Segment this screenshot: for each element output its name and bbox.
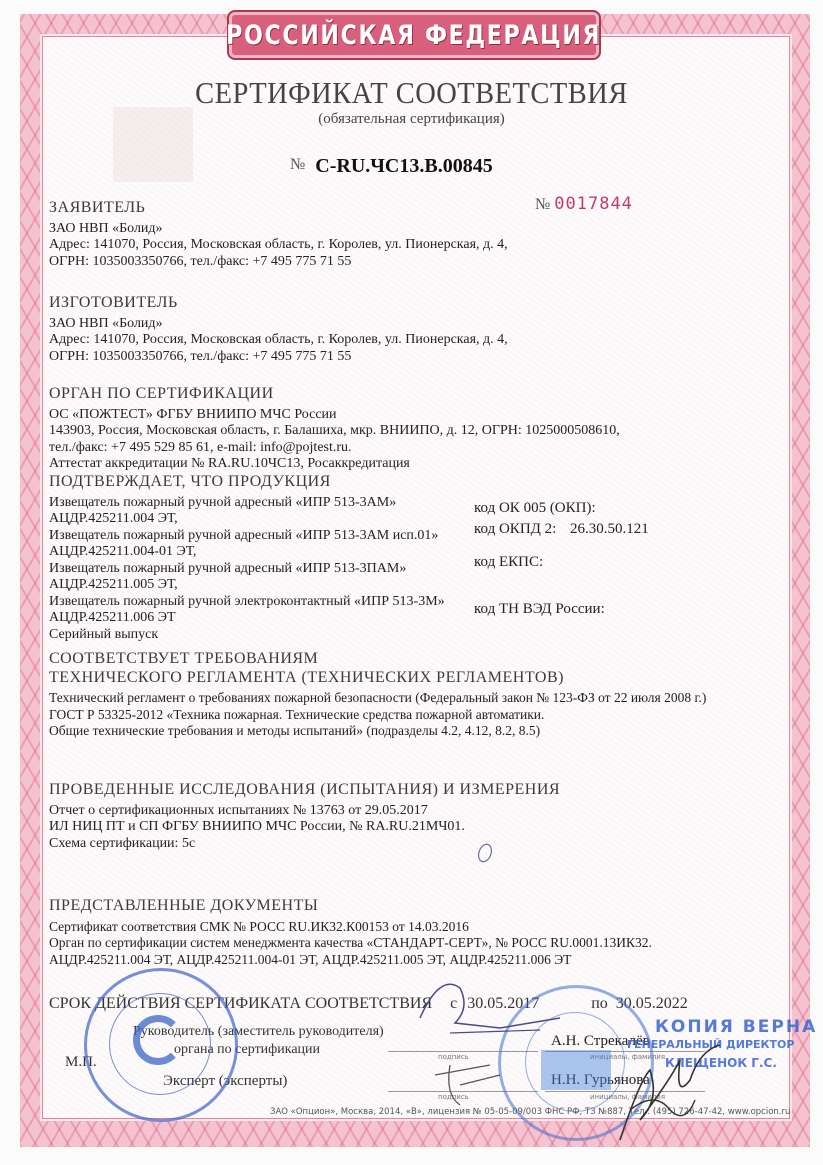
requirement-line: Общие технические требования и методы испытаний» (подразделы 4.2, 4.12, 8.2, 8.5) <box>49 723 541 738</box>
document-line: Орган по сертификации систем менеджмента качества «СТАНДАРТ-СЕРТ», № РОСС RU.0001.13ИК32. <box>49 935 652 950</box>
section-heading: СООТВЕТСТВУЕТ ТРЕБОВАНИЯМ <box>49 650 319 667</box>
okpd2-value: 26.30.50.121 <box>570 521 649 537</box>
certificate-number-value: C-RU.ЧС13.В.00845 <box>315 155 493 177</box>
validity-label: СРОК ДЕЙСТВИЯ СЕРТИФИКАТА СООТВЕТСТВИЯ <box>49 995 433 1012</box>
applicant-contacts: ОГРН: 1035003350766, тел./факс: +7 495 775 71 55 <box>49 253 352 269</box>
section-heading: ЗАЯВИТЕЛЬ <box>49 199 146 216</box>
manufacturer-contacts: ОГРН: 1035003350766, тел./факс: +7 495 775 71 55 <box>49 348 352 364</box>
expert-name: Н.Н. Гурьянова <box>551 1072 650 1088</box>
product-line: Извещатель пожарный ручной электроконтактный «ИПР 513-3М» <box>49 593 445 609</box>
body-accreditation: Аттестат аккредитации № RA.RU.10ЧС13, Росаккредитация <box>49 456 410 471</box>
section-heading: ОРГАН ПО СЕРТИФИКАЦИИ <box>49 385 274 402</box>
expert-signature-icon <box>430 1055 510 1110</box>
body-name: ОС «ПОЖТЕСТ» ФГБУ ВНИИПО МЧС России <box>49 406 337 422</box>
ekps-code-label: код ЕКПС: <box>474 554 544 570</box>
product-line: АЦДР.425211.006 ЭТ <box>49 610 176 625</box>
document-line: АЦДР.425211.004 ЭТ, АЦДР.425211.004-01 ЭТ, АЦДР.425211.005 ЭТ, АЦДР.425211.006 ЭТ <box>49 951 572 967</box>
applicant-address: Адрес: 141070, Россия, Московская область, г. Королев, ул. Пионерская, д. 4, <box>49 237 508 252</box>
handwritten-mark-icon <box>470 838 500 868</box>
certification-body-section <box>49 386 620 473</box>
expert-label: Эксперт (эксперты) <box>163 1073 288 1089</box>
printer-imprint: ЗАО «Опцион», Москва, 2014, «В», лицензия № 05-05-09/003 ФНС РФ, ТЗ №887, Тел.: (495) 726-47-42, www.opcion.ru <box>270 1107 791 1117</box>
initials-caption: инициалы, фамилия <box>590 1053 666 1061</box>
head-name: А.Н. Стрекалёв <box>551 1033 650 1049</box>
product-line: Извещатель пожарный ручной адресный «ИПР 513-3АМ» <box>49 494 397 510</box>
section-heading: ПОДТВЕРЖДАЕТ, ЧТО ПРОДУКЦИЯ <box>49 473 331 490</box>
body-contacts: тел./факс: +7 495 529 85 61, e-mail: info@pojtest.ru. <box>49 439 352 455</box>
copy-stamp-line: КОПИЯ ВЕРНА <box>655 1017 818 1037</box>
section-heading: ПРОВЕДЕННЫЕ ИССЛЕДОВАНИЯ (ИСПЫТАНИЯ) И ИЗМЕРЕНИЯ <box>49 781 561 798</box>
validity-from-date: 30.05.2017 <box>467 995 540 1012</box>
country-banner <box>227 10 601 60</box>
product-line: АЦДР.425211.005 ЭТ, <box>49 577 178 592</box>
validity-from-label: с <box>450 995 458 1012</box>
requirement-line: ГОСТ Р 53325-2012 «Техника пожарная. Технические средства пожарной автоматики. <box>49 706 545 722</box>
requirements-section <box>49 651 706 740</box>
manufacturer-address: Адрес: 141070, Россия, Московская область, г. Королев, ул. Пионерская, д. 4, <box>49 332 508 347</box>
blank-serial-value: 0017844 <box>554 194 633 214</box>
requirement-line: Технический регламент о требованиях пожарной безопасности (Федеральный закон № 123-ФЗ от 22 июля 2008 г.) <box>49 690 707 705</box>
product-line: АЦДР.425211.004-01 ЭТ, <box>49 544 197 559</box>
blank-serial-number <box>535 194 633 214</box>
certificate-number <box>290 155 493 178</box>
test-line: ИЛ НИЦ ПТ и СП ФГБУ ВНИИПО МЧС России, № RA.RU.21МЧ01. <box>49 819 465 834</box>
copy-stamp-line: ГЕНЕРАЛЬНЫЙ ДИРЕКТОР <box>627 1038 795 1051</box>
number-sign: № <box>290 156 306 173</box>
applicant-name: ЗАО НВП «Болид» <box>49 220 163 236</box>
validity-to-date: 30.05.2022 <box>615 995 688 1012</box>
tnved-code-label: код ТН ВЭД России: <box>474 601 605 617</box>
head-signatory-label-2: органа по сертификации <box>174 1042 321 1057</box>
manufacturer-name: ЗАО НВП «Болид» <box>49 315 163 331</box>
document-title: СЕРТИФИКАТ СООТВЕТСТВИЯ <box>195 75 628 110</box>
product-line: АЦДР.425211.004 ЭТ, <box>49 511 178 526</box>
head-signature-icon <box>400 978 570 1048</box>
product-line: Извещатель пожарный ручной адресный «ИПР 513-3ПАМ» <box>49 560 407 576</box>
country-banner-text: РОССИЙСКАЯ ФЕДЕРАЦИЯ <box>226 19 602 51</box>
applicant-section <box>49 200 508 270</box>
product-section <box>49 474 445 643</box>
test-line: Отчет о сертификационных испытаниях № 13763 от 29.05.2017 <box>49 802 428 818</box>
section-heading: ПРЕДСТАВЛЕННЫЕ ДОКУМЕНТЫ <box>49 897 319 914</box>
director-signature-icon <box>610 1040 730 1150</box>
okp-code-label: код ОК 005 (ОКП): <box>474 500 596 516</box>
initials-caption: инициалы, фамилия <box>590 1093 666 1101</box>
validity-to-label: по <box>591 995 608 1012</box>
section-heading: ТЕХНИЧЕСКОГО РЕГЛАМЕНТА (ТЕХНИЧЕСКИХ РЕГЛАМЕНТОВ) <box>49 668 564 686</box>
signature-caption: подпись <box>438 1093 469 1101</box>
signature-caption: подпись <box>438 1053 469 1061</box>
validity-period <box>49 995 688 1013</box>
number-sign: № <box>535 196 551 213</box>
documents-section <box>49 898 652 968</box>
body-address: 143903, Россия, Московская область, г. Балашиха, мкр. ВНИИПО, д. 12, ОГРН: 1025000508610, <box>49 423 620 438</box>
document-subtitle: (обязательная сертификация) <box>318 111 505 127</box>
manufacturer-section <box>49 295 508 365</box>
head-signatory-label: Руководитель (заместитель руководителя) <box>133 1024 384 1039</box>
seal-place-label: М.П. <box>65 1054 97 1070</box>
test-line: Схема сертификации: 5с <box>49 835 196 851</box>
product-line: Серийный выпуск <box>49 626 159 642</box>
product-line: Извещатель пожарный ручной адресный «ИПР 513-3АМ исп.01» <box>49 527 439 543</box>
head-signature-line <box>388 1051 538 1052</box>
okpd2-code <box>474 521 649 538</box>
document-line: Сертификат соответствия СМК № РОСС RU.ИК32.К00153 от 14.03.2016 <box>49 918 469 934</box>
okpd2-label: код ОКПД 2: <box>474 521 557 537</box>
section-heading: ИЗГОТОВИТЕЛЬ <box>49 294 178 311</box>
copy-stamp-line: КЛЕЩЕНОК Г.С. <box>665 1056 777 1070</box>
